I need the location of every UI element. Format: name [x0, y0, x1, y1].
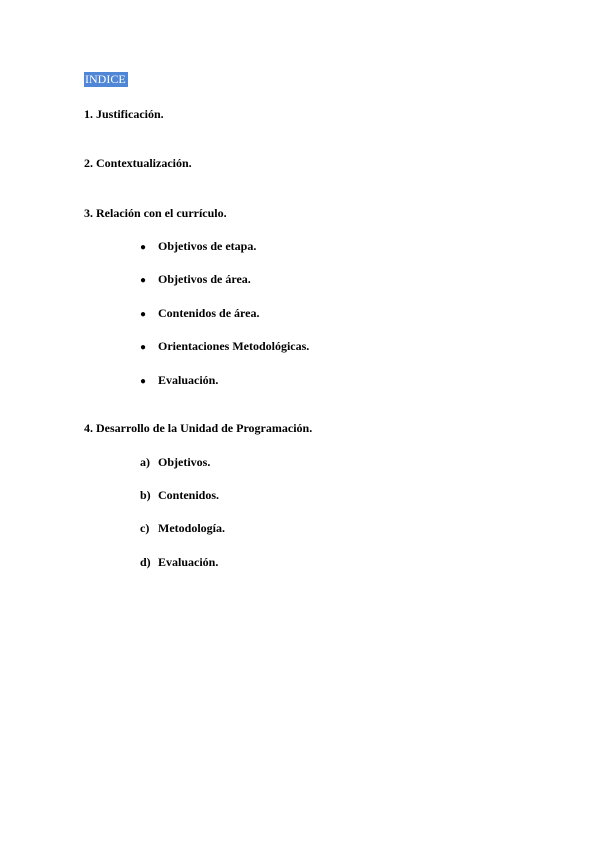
list-item: b) Contenidos.: [140, 488, 220, 502]
list-item: d) Evaluación.: [140, 555, 219, 569]
bullet-icon: ●: [140, 275, 147, 286]
list-item: ● Evaluación.: [140, 373, 219, 387]
bullet-icon: ●: [140, 309, 147, 320]
list-item: c) Metodología.: [140, 521, 225, 535]
list-item: ● Objetivos de etapa.: [140, 239, 257, 253]
section-desarrollo: 4. Desarrollo de la Unidad de Programación.: [84, 421, 313, 435]
list-item: a) Objetivos.: [140, 455, 211, 469]
list-item: ● Contenidos de área.: [140, 306, 260, 320]
bullet-icon: ●: [140, 242, 147, 253]
bullet-icon: ●: [140, 342, 147, 353]
list-item: ● Orientaciones Metodológicas.: [140, 339, 310, 353]
index-title: INDICE: [85, 72, 126, 86]
list-item: ● Objetivos de área.: [140, 272, 251, 286]
section-contextualizacion: 2. Contextualización.: [84, 156, 192, 170]
section-curriculo: 3. Relación con el currículo.: [84, 206, 227, 220]
section-justificacion: 1. Justificación.: [84, 107, 164, 121]
bullet-icon: ●: [140, 376, 147, 387]
